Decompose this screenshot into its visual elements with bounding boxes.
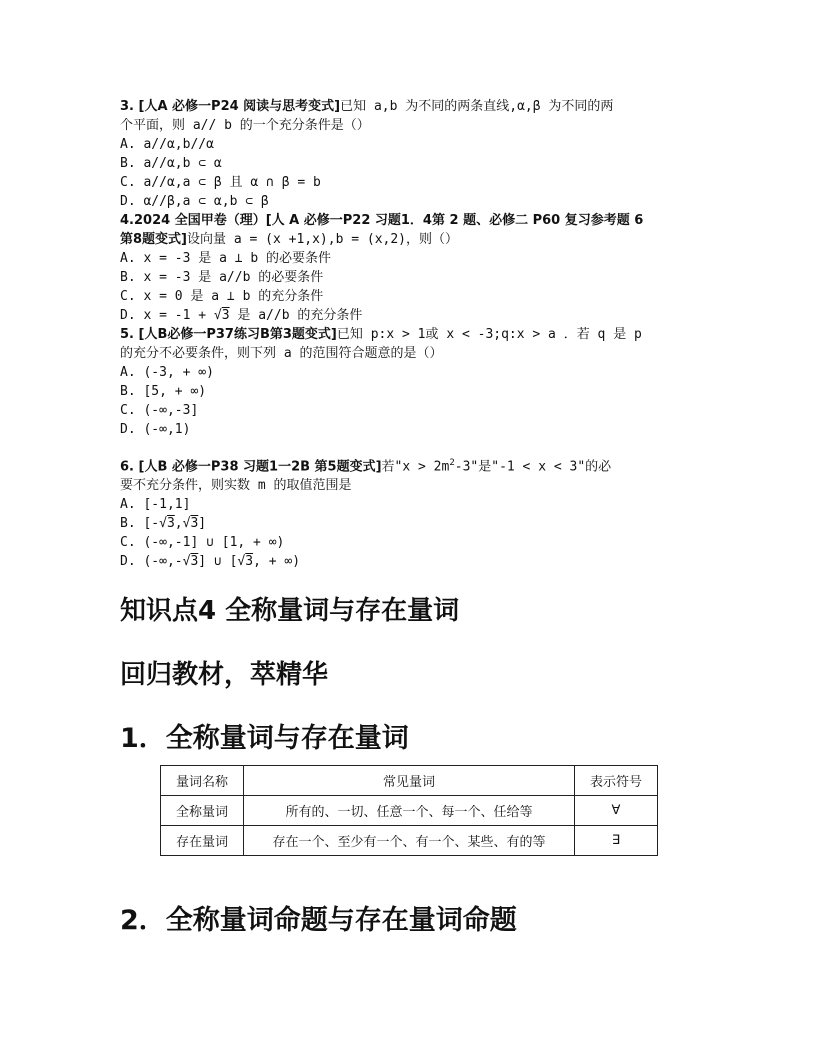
- question-4-line-2: [120, 230, 700, 249]
- question-4-tag-2: 第8题变式]: [120, 232, 187, 247]
- question-6-exponent: 2: [449, 458, 455, 468]
- question-3-option-a: A. a//α,b//α: [120, 137, 214, 152]
- question-3-option-c: C. a//α,a ⊂ β 且 α ∩ β = b: [120, 175, 321, 190]
- sqrt-radicand: 3: [166, 516, 175, 532]
- question-5: [120, 325, 700, 439]
- quantifier-table: [160, 765, 658, 856]
- question-4-option-d-pre: D. x = -1 +: [120, 308, 207, 323]
- question-3-stem-2: 个平面，则 a// b 的一个充分条件是（）: [120, 118, 370, 133]
- question-6-option-c: C. (-∞,-1] ∪ [1, + ∞): [120, 535, 285, 551]
- question-6-option-d: D. (-∞,-√3] ∪ [√3, + ∞): [120, 554, 301, 570]
- question-4-option-d: D. x = -1 + √3 是 a//b 的充分条件: [120, 308, 363, 323]
- question-4-option-a: A. x = -3 是 a ⊥ b 的必要条件: [120, 251, 332, 266]
- question-6-option-b-pre: B. [-: [120, 516, 160, 532]
- question-4-option-d-post: 是 a//b 的充分条件: [237, 308, 363, 323]
- question-6-line-1: [120, 454, 700, 476]
- sqrt-radicand: 3: [221, 308, 230, 323]
- question-6-option-a: A. [-1,1]: [120, 497, 191, 513]
- question-5-stem-1: 已知 p:x > 1或 x < -3;q:x > a ．若 q 是 p: [336, 327, 642, 342]
- question-6-option-d-pre: D. (-∞,-: [120, 554, 183, 570]
- question-6-option-b-post: ]: [198, 516, 207, 532]
- question-6: [120, 454, 700, 571]
- question-6-option-d-post: , + ∞): [253, 554, 301, 570]
- question-5-line-1: [120, 325, 700, 344]
- review-heading: 回归教材，萃精华: [120, 660, 329, 690]
- question-6-option-d-mid: ] ∪ [: [198, 554, 238, 570]
- question-6-stem-pre: 若"x > 2m: [381, 459, 450, 475]
- question-4-option-b: B. x = -3 是 a//b 的必要条件: [120, 270, 324, 285]
- question-3-stem-1: 已知 a,b 为不同的两条直线,α,β 为不同的两: [340, 99, 614, 114]
- table-header-cell: 常见量词: [244, 766, 575, 796]
- table-cell: ∃: [575, 826, 658, 856]
- question-5-option-d: D. (-∞,1): [120, 422, 191, 437]
- question-4-stem: 设向量 a = (x +1,x),b = (x,2)，则（）: [187, 232, 459, 247]
- question-5-tag: 5. [人B必修一P37练习B第3题变式]: [120, 327, 337, 342]
- table-cell: 所有的、一切、任意一个、每一个、任给等: [244, 796, 575, 826]
- question-5-stem-2: 的充分不必要条件，则下列 a 的范围符合题意的是（）: [120, 346, 443, 361]
- question-3-option-d: D. α//β,a ⊂ α,b ⊂ β: [120, 194, 269, 209]
- question-4-tag-1-text: 4.2024 全国甲卷（理）[人 A 必修一P22 习题1．4第 2 题、必修二 P60 复习参考题 6: [120, 213, 644, 228]
- question-5-option-a: A. (-3, + ∞): [120, 365, 214, 380]
- table-cell: ∀: [575, 796, 658, 826]
- sqrt-radicand: 3: [245, 554, 254, 570]
- table-cell: 存在一个、至少有一个、有一个、某些、有的等: [244, 826, 575, 856]
- question-5-option-b: B. [5, + ∞): [120, 384, 207, 399]
- table-row: [161, 796, 658, 826]
- table-cell: 存在量词: [161, 826, 244, 856]
- question-4: [120, 211, 700, 325]
- sqrt-radicand: 3: [190, 554, 199, 570]
- question-6-stem-2: 要不充分条件，则实数 m 的取值范围是: [120, 478, 352, 494]
- question-3-tag: 3. [人A 必修一P24 阅读与思考变式]: [120, 99, 341, 114]
- section-2-heading: 2．全称量词命题与存在量词命题: [120, 905, 517, 936]
- question-6-tag: 6. [人B 必修一P38 习题1一2B 第5题变式]: [120, 459, 382, 475]
- question-6-stem-post: -3"是"-1 < x < 3"的必: [454, 459, 612, 475]
- question-3: [120, 97, 700, 211]
- knowledge-point-heading: 知识点4 全称量词与存在量词: [120, 596, 460, 626]
- question-4-option-c: C. x = 0 是 a ⊥ b 的充分条件: [120, 289, 324, 304]
- table-header-cell: 表示符号: [575, 766, 658, 796]
- question-6-option-b: B. [-√3,√3]: [120, 516, 207, 532]
- table-header-row: [161, 766, 658, 796]
- sqrt-radicand: 3: [190, 516, 199, 532]
- question-3-option-b: B. a//α,b ⊂ α: [120, 156, 222, 171]
- table-header-cell: 量词名称: [161, 766, 244, 796]
- table-cell: 全称量词: [161, 796, 244, 826]
- question-4-tag-1: [120, 211, 700, 230]
- question-3-line-1: [120, 97, 700, 116]
- question-6-option-b-mid: ,: [174, 516, 183, 532]
- section-1-heading: 1．全称量词与存在量词: [120, 723, 409, 754]
- table-row: [161, 826, 658, 856]
- question-5-option-c: C. (-∞,-3]: [120, 403, 199, 418]
